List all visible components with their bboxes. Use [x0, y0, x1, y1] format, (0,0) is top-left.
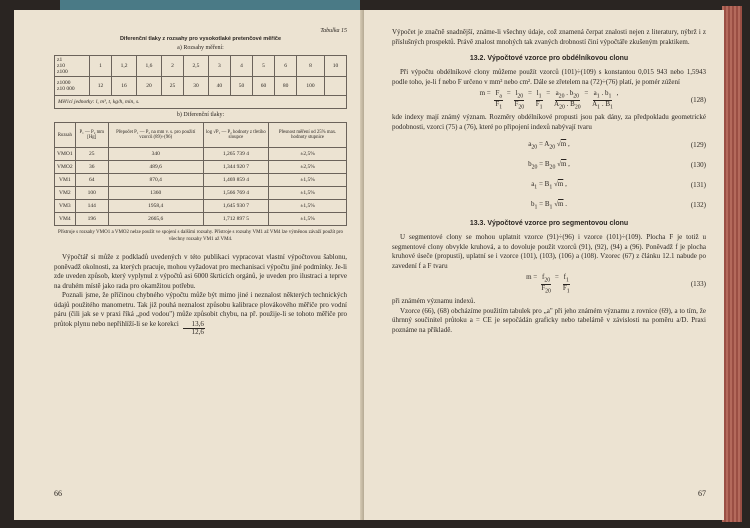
page-edges [722, 6, 742, 522]
paragraph: Poznali jsme, že příčinou chybného výpočtu může být mimo jiné i neznalost některých technických údajů použitého manometru. Tak již pouhá neznalost způsobu kalibrace plovákového měřiče pro vodní páru (čili jak se v praxi říká „pod vodou") může způsobit chybu, na př. použije-li se tohoto měřiče pro průtok plynu nebo nepřihlíží-li se ke korekci $\frac{13,6}{12,6}$ [54, 291, 347, 336]
table-title: Diferenční tlaky z rozsahy pro vysokotlaké pretenčové měřiče [119, 36, 282, 42]
equation: $b_1 = B_1$ √m . (132) [530, 199, 706, 211]
equation: $b_{20} = B_{20}$ √m , (130) [528, 159, 706, 171]
paragraph: Vzorce (66), (68) obcházíme použitím tabulek pro „a" při jeho známém významu z rovnice (69), a to tím, že úhrnný součinitel průtoku a = CE je sepočádán graficky nebo tabelárně v závislosti na poměru a/D. Praxi poznáme na příkladě. [392, 306, 706, 334]
table-subtitle-a: a) Rozsahy měření: [177, 45, 224, 51]
left-page [14, 10, 364, 520]
equation: $a_{20} = A_{20}$ √m , (129) [528, 139, 706, 151]
equation: m = $\frac{F_a}{F_1}$ = $\frac{l_{20}}{F_{20}}$ = $\frac{l_1}{F_1}$ = $\frac{a_{20} . b_{20}}{A_{20} . B_{20}}$ = $\frac{a_1 . b_1}{A_1 . B_1}$ , (128) [479, 88, 706, 111]
paragraph: kde indexy mají známý význam. Rozměry obdélníkové propusti jsou pak dány, za předpokladu geometrické podobnosti, vzorci (75) a (76), které po připojení indexů nabývají tvaru [392, 113, 706, 131]
page-number: 66 [54, 489, 62, 498]
page-number: 67 [698, 489, 706, 498]
table-header: Rozsah P₁ — P₂ mm [Hg] Přepočet P₁ — P₂ na mm v. s. pro použití vzorců (89)÷(96) log √P₁ — P₂ hodnoty z třetího sloupce Přesnost měření od 25% max. hodnoty stupnice [55, 123, 347, 148]
table-footnote: Přístroje s rozsahy VMO1 a VMO2 nelze použít ve spojení s dalšími rozsahy. Přístroje s rozsahy VM1 až VM4 lze výměnou závaží použít pro všechny rozsahy VM1 až VM4. [57, 230, 344, 242]
paragraph: při známém významu indexů. [392, 297, 476, 305]
equation: m = $\frac{f_{20}}{F_{20}}$ = $\frac{f_1}{F_1}$ (133) [526, 272, 706, 295]
section-heading: 13.2. Výpočtové vzorce pro obdélníkovou clonu [469, 55, 629, 62]
table-row: VMO1 25 340 1,265 739 4 ±2,5% [55, 148, 347, 161]
equation: $a_1 = B_1$ √m , (131) [531, 179, 706, 191]
paragraph: Výpočtář si může z podkladů uvedených v této publikaci vypracovat vlastní výpočtovou šablonu, poněvadž okolnosti, za kterých pracuje, mohou vyžadovat pro mechanisaci výpočtu jiné podmínky. Je-li zde uveden způsob, který vyplynul z výpočtů asi 6000 škrticích orgánů, je uveden pro ilustraci a teprve na druhém místě jako rada pro okamžitou potřebu. [54, 253, 347, 290]
table-row: z1000 z10 000 12 16 20 25 30 40 50 60 80 100 [55, 77, 347, 96]
range-table [54, 55, 347, 96]
table-row: VMO2 36 489,6 1,344 920 7 ±2,5% [55, 161, 347, 174]
table-subtitle-b: b) Diferenční tlaky: [176, 112, 225, 118]
correction-fraction: $\frac{13,6}{12,6}$ [183, 321, 205, 336]
table-row: z1 z10 z100 1 1,2 1,6 2 2,5 3 4 5 6 8 10 [55, 56, 347, 77]
units-note: Měřicí jednotky: l, m³, t, kg/h, min, s. [54, 96, 347, 109]
section-heading: 13.3. Výpočtové vzorce pro segmentovou clonu [469, 220, 629, 227]
running-head: Tabulka 15 [320, 28, 347, 34]
table-row: VM2 100 1360 1,566 769 4 ±1,5% [55, 187, 347, 200]
table-row: VM4 196 2665,6 1,712 897 5 ±1,5% [55, 213, 347, 226]
right-page [364, 10, 724, 520]
table-row: VM1 64 870,4 1,469 859 4 ±1,5% [55, 174, 347, 187]
paragraph: Výpočet je značně snadnější, známe-li všechny údaje, což znamená čerpat znalosti nejen z literatury, nýbrž i z příslušných prospektů. Právě znalost mnohých tak zvaných drobností činí výpočtáře zkušeným praktikem. [392, 28, 706, 46]
pressure-table [54, 122, 347, 226]
table-row: VM3 144 1958,4 1,645 930 7 ±1,5% [55, 200, 347, 213]
paragraph: U segmentové clony se mohou uplatnit vzorce (91)÷(96) i vzorce (101)÷(109). Plocha F je totiž u segmentové clony obvykle kruhová, a to dovoluje použít vzorců (91), (92), (94) a (96). Poněvadž f je plocha kruhové úseče (propusti), uplatní se i vzorce (101), (103), (106) a (108). Vzorec (67) z článku 12.1 nabude po zavedení f a F tvaru [392, 233, 706, 270]
paragraph: Při výpočtu obdélníkové clony můžeme použít vzorců (101)÷(109) s konstantou 0,015 943 nebo 1,5943 podle toho, je-li f nebo F určeno v mm² nebo cm². Dále se zřetelem na (72)÷(76) platí, je pomér zúžení [392, 68, 706, 86]
